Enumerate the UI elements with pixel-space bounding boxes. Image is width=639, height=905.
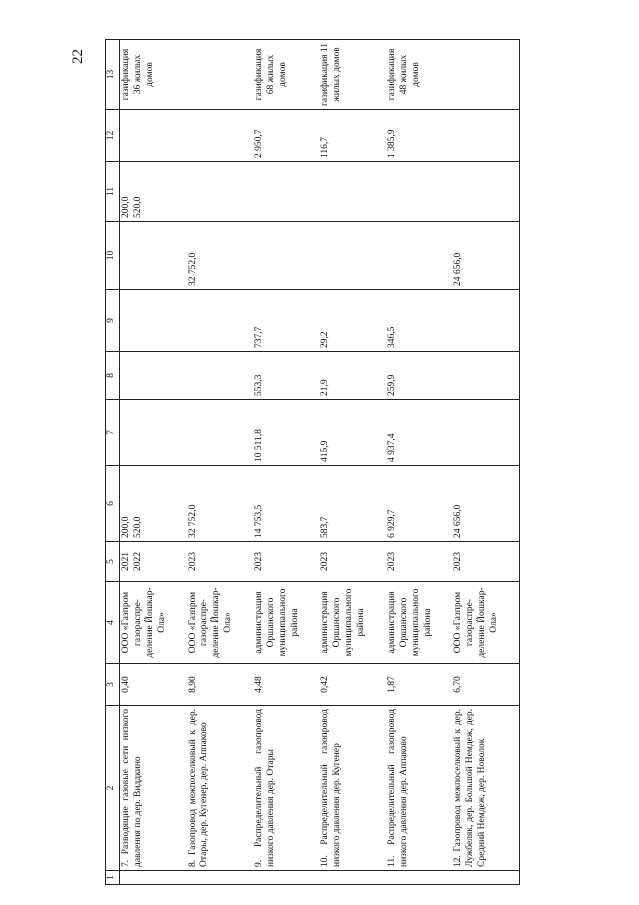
column-header-4: 4 <box>106 582 120 664</box>
cell-c5 <box>253 542 319 582</box>
cell-c2: 12. Газопровод межпоселковый к дер. Лужбеляк, дер. Большой Немдеж, дер. Средний Немдеж, дер. Новолок <box>452 706 519 871</box>
cell-c5 <box>120 542 187 582</box>
cell-c7 <box>120 400 187 466</box>
cell-c1 <box>386 871 452 885</box>
column-header-6: 6 <box>106 466 120 542</box>
cell-c4: администрация Оршанского муниципального района <box>253 582 319 664</box>
column-header-10: 10 <box>106 222 120 290</box>
cell-c7: 10 511,8 <box>253 400 319 466</box>
cell-c10 <box>319 222 385 290</box>
cell-value: 200,0 <box>121 196 131 218</box>
cell-c1 <box>187 871 253 885</box>
cell-c8 <box>452 352 519 400</box>
cell-c10: 32 752,0 <box>187 222 253 290</box>
cell-c5 <box>187 542 253 582</box>
cell-c4: администрация Оршанского муниципального района <box>386 582 452 664</box>
cell-c3: 1,87 <box>386 664 452 706</box>
cell-value: 32 752,0 <box>187 504 198 538</box>
cell-c11 <box>253 162 319 222</box>
cell-c3: 8,90 <box>187 664 253 706</box>
table-row <box>187 40 253 885</box>
cell-c3: 0,40 <box>120 664 187 706</box>
cell-c12 <box>452 110 519 162</box>
cell-c8 <box>187 352 253 400</box>
cell-c13 <box>187 40 253 110</box>
cell-c9 <box>187 290 253 352</box>
cell-c12: 1 385,9 <box>386 110 452 162</box>
cell-c2: 10. Распределительный газопровод низкого давления дер. Кугенер <box>319 706 385 871</box>
table-row <box>253 40 319 885</box>
cell-value: 6 929,7 <box>386 509 397 538</box>
cell-value: 520,0 <box>132 196 143 218</box>
cell-c1 <box>253 871 319 885</box>
cell-c11 <box>452 162 519 222</box>
cell-c11 <box>120 162 187 222</box>
cell-c2: 11. Распределительный газопровод низкого давления дер. Аппаково <box>386 706 452 871</box>
cell-c12: 116,7 <box>319 110 385 162</box>
cell-c5 <box>386 542 452 582</box>
cell-c6 <box>253 466 319 542</box>
cell-c9: 29,2 <box>319 290 385 352</box>
cell-c13: газификация 68 жилых домов <box>253 40 319 110</box>
column-header-9: 9 <box>106 290 120 352</box>
cell-value: 583,7 <box>320 516 331 538</box>
column-header-7: 7 <box>106 400 120 466</box>
column-header-13: 13 <box>106 40 120 110</box>
cell-c6 <box>452 466 519 542</box>
cell-c1 <box>319 871 385 885</box>
cell-c6 <box>120 466 187 542</box>
table-row <box>319 40 385 885</box>
cell-c2: 9. Распределительный газопровод низкого давления дер. Отары <box>253 706 319 871</box>
page-number: 22 <box>70 49 86 64</box>
column-header-12: 12 <box>106 110 120 162</box>
cell-c9: 346,5 <box>386 290 452 352</box>
cell-c10 <box>253 222 319 290</box>
cell-c9 <box>452 290 519 352</box>
cell-c5 <box>452 542 519 582</box>
cell-c12: 2 950,7 <box>253 110 319 162</box>
cell-c10 <box>120 222 187 290</box>
cell-c8: 553,3 <box>253 352 319 400</box>
cell-c5 <box>319 542 385 582</box>
cell-c11 <box>187 162 253 222</box>
cell-c4: ООО «Газпром газораспре-деление Йошкар-Ола» <box>187 582 253 664</box>
cell-value: 2023 <box>453 552 464 571</box>
cell-value: 24 656,0 <box>453 504 464 538</box>
cell-value: 2023 <box>254 552 265 571</box>
cell-c3: 4,48 <box>253 664 319 706</box>
column-header-1: 1 <box>106 871 120 885</box>
cell-c7: 415,9 <box>319 400 385 466</box>
column-header-5: 5 <box>106 542 120 582</box>
cell-c10: 24 656,0 <box>452 222 519 290</box>
column-header-2: 2 <box>106 706 120 871</box>
cell-c4: ООО «Газпром газораспре-деление Йошкар-Ола» <box>452 582 519 664</box>
column-header-11: 11 <box>106 162 120 222</box>
table-row <box>120 40 187 885</box>
cell-c13: газификация 48 жилых домов <box>386 40 452 110</box>
cell-c8: 21,9 <box>319 352 385 400</box>
cell-c8: 259,9 <box>386 352 452 400</box>
cell-c6 <box>319 466 385 542</box>
cell-c4: ООО «Газпром газораспре-деление Йошкар-Ола» <box>120 582 187 664</box>
cell-c13 <box>452 40 519 110</box>
cell-c6 <box>187 466 253 542</box>
cell-value: 520,0 <box>132 516 143 538</box>
cell-value: 200,0 <box>121 516 131 538</box>
cell-value: 2022 <box>132 552 143 571</box>
cell-c9: 737,7 <box>253 290 319 352</box>
cell-c3: 0,42 <box>319 664 385 706</box>
cell-c11 <box>386 162 452 222</box>
gasification-table <box>105 39 520 885</box>
cell-c11 <box>319 162 385 222</box>
cell-c6 <box>386 466 452 542</box>
cell-c12 <box>187 110 253 162</box>
cell-c8 <box>120 352 187 400</box>
cell-c13: газификация 11 жилых домов <box>319 40 385 110</box>
cell-c3: 6,70 <box>452 664 519 706</box>
cell-value: 2023 <box>187 552 198 571</box>
cell-c7 <box>187 400 253 466</box>
table-row <box>452 40 519 885</box>
cell-value: 2023 <box>386 552 397 571</box>
cell-c4: администрация Оршанского муниципального района <box>319 582 385 664</box>
cell-c12 <box>120 110 187 162</box>
cell-c9 <box>120 290 187 352</box>
column-header-8: 8 <box>106 352 120 400</box>
cell-c1 <box>120 871 187 885</box>
cell-value: 2023 <box>320 552 331 571</box>
cell-c2: 8. Газопровод межпоселковый к дер. Отары, дер. Кугенер, дер. Аппаково <box>187 706 253 871</box>
cell-c7: 4 937,4 <box>386 400 452 466</box>
table-body <box>120 40 520 885</box>
column-header-3: 3 <box>106 664 120 706</box>
cell-c7 <box>452 400 519 466</box>
cell-c10 <box>386 222 452 290</box>
rotated-table-container <box>105 40 520 885</box>
column-number-row <box>106 40 120 885</box>
cell-c1 <box>452 871 519 885</box>
cell-c2: 7. Разводящие газовые сети низкого давления по дер. Виддкино <box>120 706 187 871</box>
table-row <box>386 40 452 885</box>
cell-value: 14 753,5 <box>254 504 265 538</box>
cell-value: 2021 <box>121 552 131 571</box>
cell-c13: газификация 36 жилых домов <box>120 40 187 110</box>
